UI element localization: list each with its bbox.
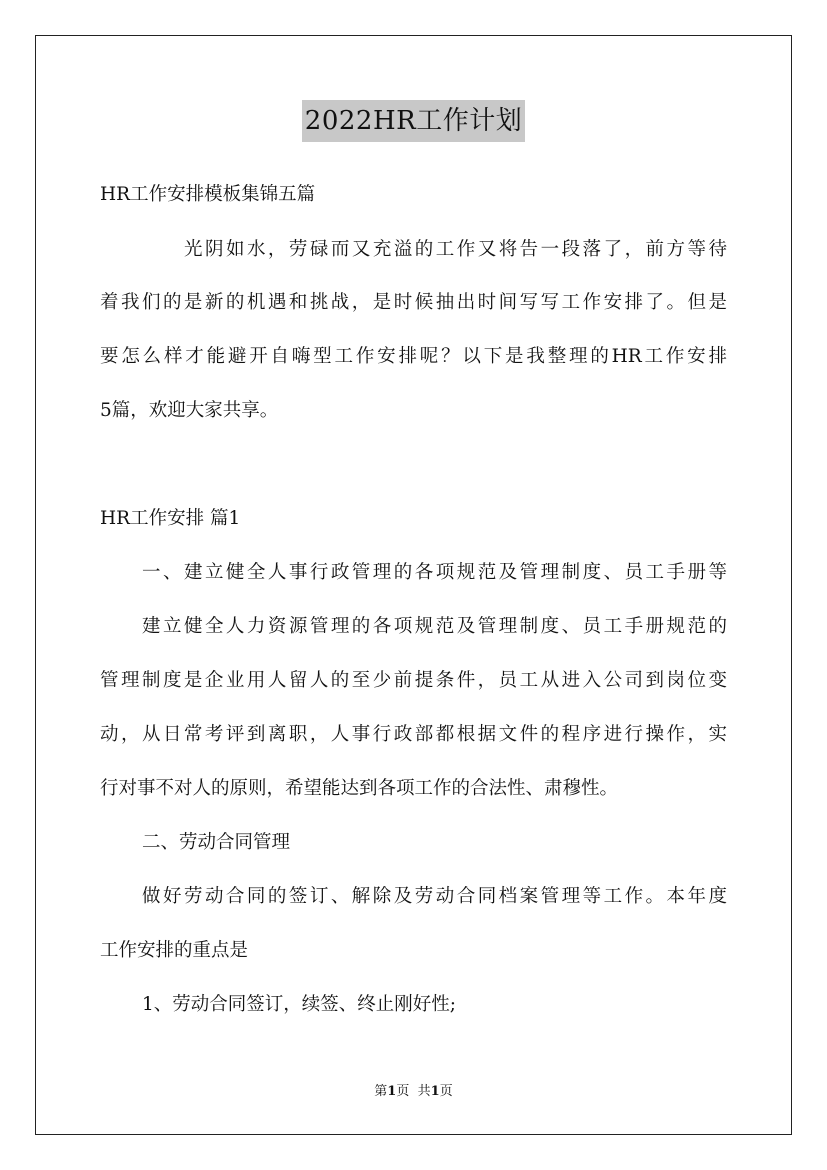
item2-body-line-1: 做好劳动合同的签订、解除及劳动合同档案管理等工作。本年度 [142,886,727,907]
intro-line-3: 要怎么样才能避开自嗨型工作安排呢？以下是我整理的HR工作安排 [100,346,727,367]
item2-heading: 二、劳动合同管理 [142,832,291,853]
footer-prefix: 第 [374,1084,388,1099]
item1-body-line-2: 管理制度是企业用人留人的至少前提条件，员工从进入公司到岗位变 [100,670,727,691]
document-subtitle: HR工作安排模板集锦五篇 [100,184,316,205]
intro-line-1: 光阴如水，劳碌而又充溢的工作又将告一段落了，前方等待 [184,239,727,260]
document-title: 2022HR工作计划 [302,100,525,142]
item2-body-line-2: 工作安排的重点是 [100,940,249,961]
footer-total-prefix: 共 [417,1084,431,1099]
title-container [0,100,827,142]
footer-page-suffix: 页 [396,1084,410,1099]
intro-line-2: 着我们的是新的机遇和挑战，是时候抽出时间写写工作安排了。但是 [100,292,727,313]
item1-body-line-3: 动，从日常考评到离职，人事行政部都根据文件的程序进行操作，实 [100,724,727,745]
page-footer [0,1083,827,1101]
item1-heading: 一、建立健全人事行政管理的各项规范及管理制度、员工手册等 [142,562,727,583]
item1-body-line-1: 建立健全人力资源管理的各项规范及管理制度、员工手册规范的 [142,616,727,637]
section-heading: HR工作安排 篇1 [100,508,241,529]
footer-total-number: 1 [430,1084,440,1099]
item1-body-line-4: 行对事不对人的原则，希望能达到各项工作的合法性、肃穆性。 [100,778,619,799]
item2-point-1: 1、劳动合同签订，续签、终止刚好性; [142,994,457,1015]
footer-page-number: 1 [387,1084,397,1099]
footer-total-suffix: 页 [439,1084,453,1099]
intro-line-4: 5篇，欢迎大家共享。 [100,400,279,421]
